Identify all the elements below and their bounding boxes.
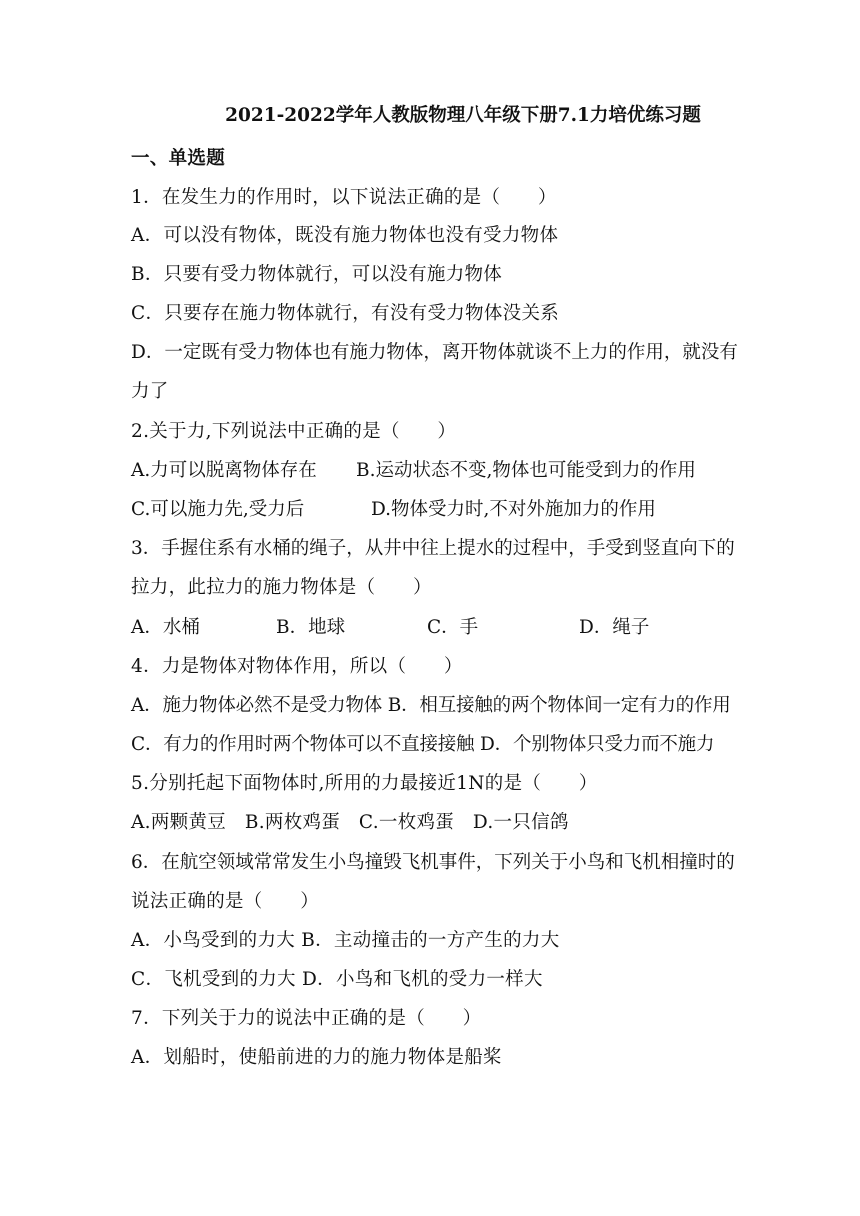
- question-7-option-a: A．划船时，使船前进的力的施力物体是船桨: [131, 1047, 502, 1068]
- question-4-stem: 4．力是物体对物体作用，所以（ ）: [131, 656, 463, 677]
- question-1-option-a: A．可以没有物体，既没有施力物体也没有受力物体: [131, 225, 559, 246]
- question-2-option-d: D.物体受力时,不对外施加力的作用: [371, 499, 656, 520]
- question-4-options-cd: C．有力的作用时两个物体可以不直接接触 D．个别物体只受力而不施力: [131, 734, 715, 755]
- question-3-option-c: C．手: [427, 617, 479, 638]
- question-2-option-b: B.运动状态不变,物体也可能受到力的作用: [356, 460, 696, 481]
- question-3-stem-continued: 拉力，此拉力的施力物体是（ ）: [131, 577, 432, 598]
- question-5-stem: 5.分别托起下面物体时,所用的力最接近1N的是（ ）: [131, 773, 598, 794]
- question-1-option-d-continued: 力了: [131, 381, 169, 402]
- question-6-options-cd: C．飞机受到的力大 D．小鸟和飞机的受力一样大: [131, 969, 543, 990]
- question-1-option-c: C．只要存在施力物体就行，有没有受力物体没关系: [131, 303, 560, 324]
- section-heading: 一、单选题: [131, 148, 226, 169]
- question-2-stem: 2.关于力,下列说法中正确的是（ ）: [131, 421, 457, 442]
- question-3-option-b: B．地球: [276, 617, 346, 638]
- question-7-stem: 7．下列关于力的说法中正确的是（ ）: [131, 1008, 482, 1029]
- question-4-options-ab: A．施力物体必然不是受力物体 B．相互接触的两个物体间一定有力的作用: [131, 695, 731, 716]
- question-1-option-b: B．只要有受力物体就行，可以没有施力物体: [131, 264, 503, 285]
- question-5-options: A.两颗黄豆 B.两枚鸡蛋 C.一枚鸡蛋 D.一只信鸽: [131, 812, 569, 833]
- question-2-option-a: A.力可以脱离物体存在: [131, 460, 317, 481]
- question-6-stem-continued: 说法正确的是（ ）: [131, 891, 320, 912]
- question-3-option-d: D．绳子: [579, 617, 650, 638]
- question-6-stem: 6．在航空领域常常发生小鸟撞毁飞机事件，下列关于小鸟和飞机相撞时的: [131, 852, 735, 873]
- question-1-stem: 1．在发生力的作用时，以下说法正确的是（ ）: [131, 187, 557, 208]
- question-3-option-a: A．水桶: [131, 617, 200, 638]
- document-title: 2021-2022学年人教版物理八年级下册7.1力培优练习题: [225, 105, 701, 126]
- question-6-options-ab: A．小鸟受到的力大 B．主动撞击的一方产生的力大: [131, 930, 560, 951]
- question-3-stem: 3．手握住系有水桶的绳子，从井中往上提水的过程中，手受到竖直向下的: [131, 538, 735, 559]
- question-2-option-c: C.可以施力先,受力后: [131, 499, 305, 520]
- question-1-option-d: D．一定既有受力物体也有施力物体，离开物体就谈不上力的作用，就没有: [131, 342, 738, 363]
